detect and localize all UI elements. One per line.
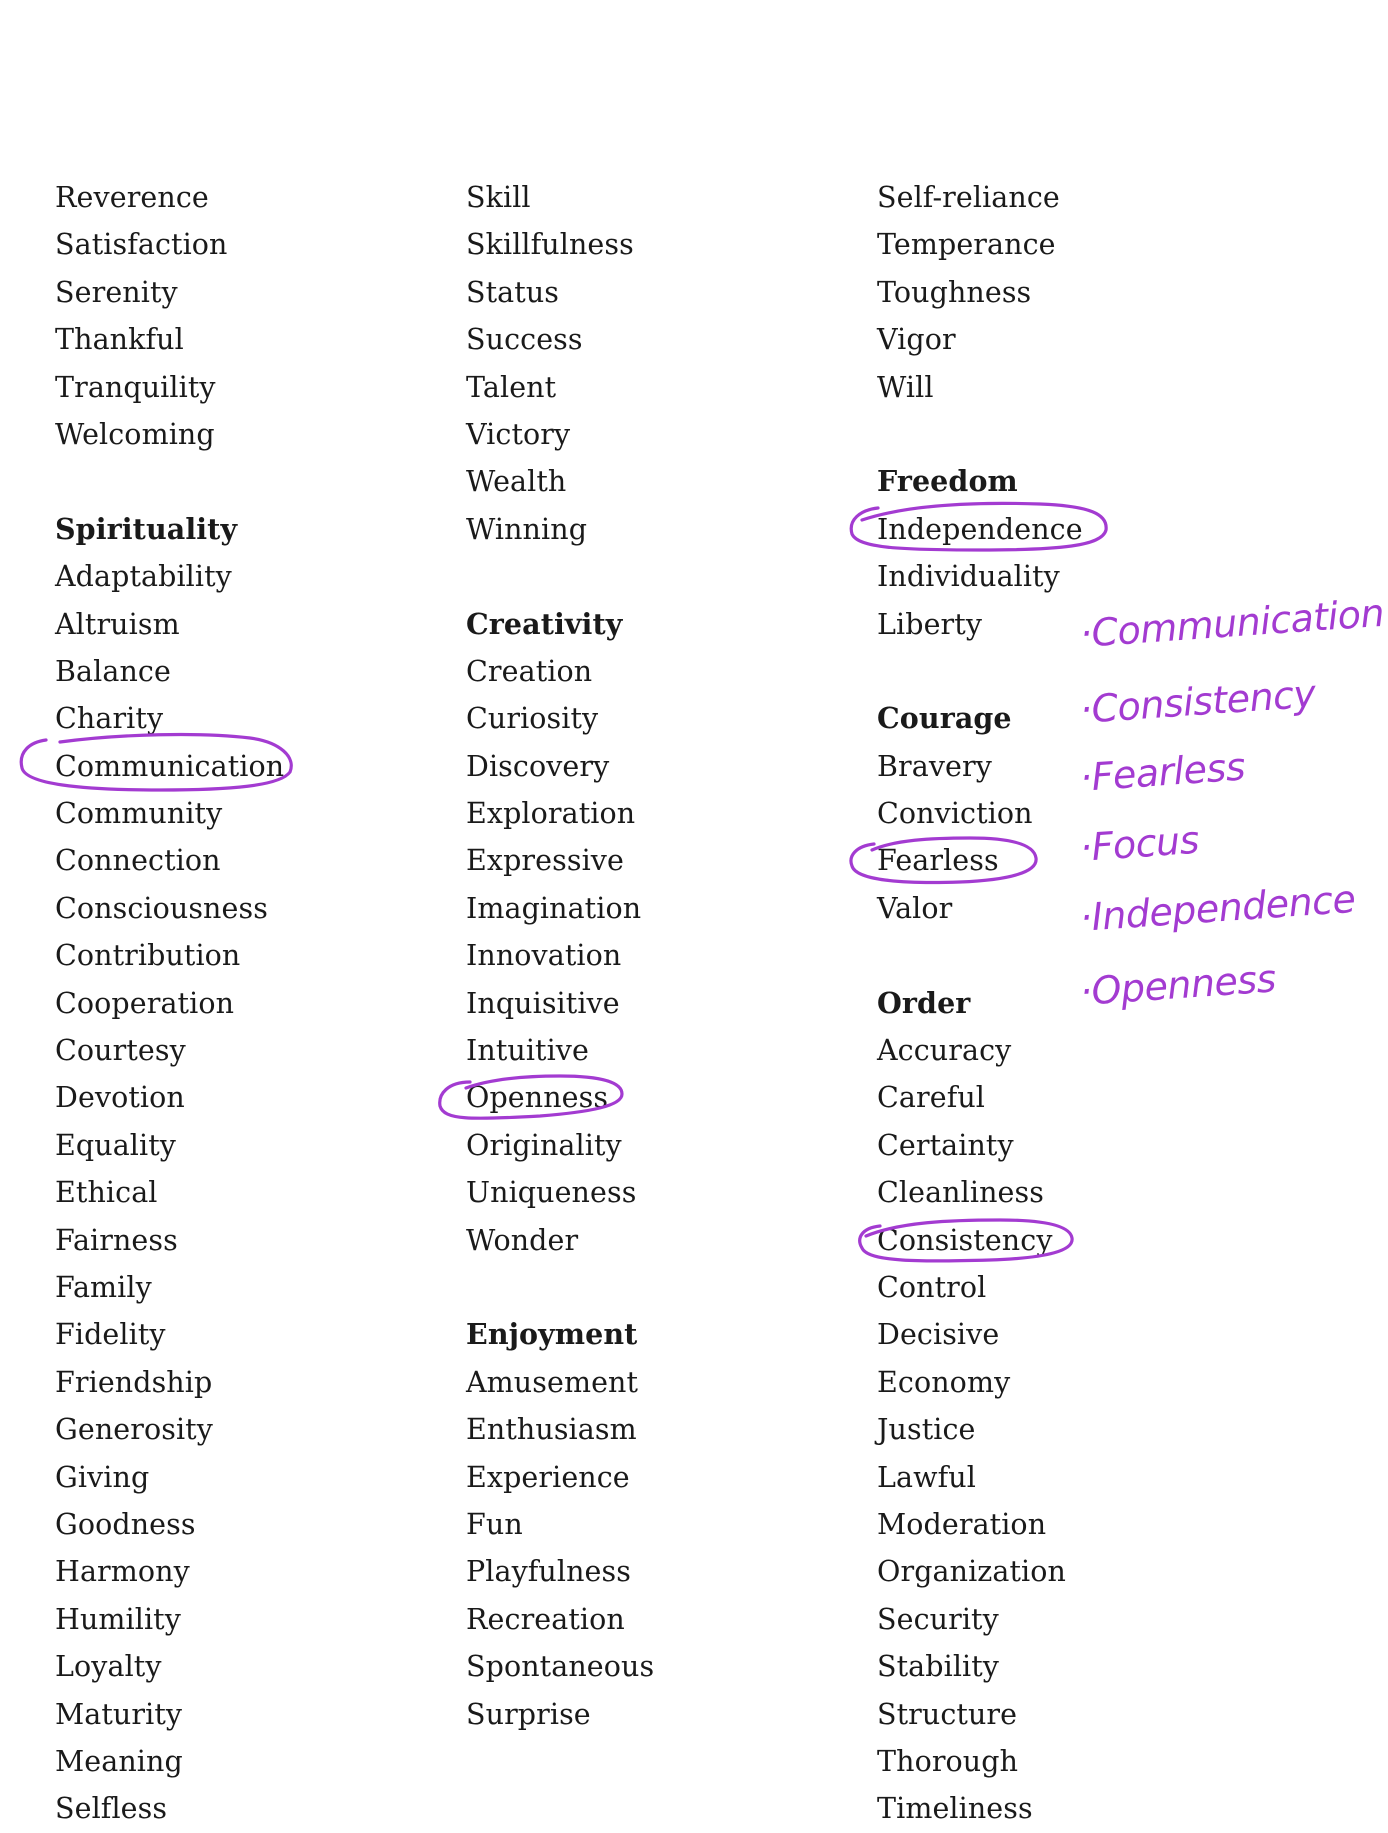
value-item: Courtesy [55,1034,186,1068]
value-item: Intuitive [466,1034,589,1068]
values-column-2 [466,174,846,1738]
value-item: Uniqueness [466,1176,637,1210]
handwritten-note: ·Consistency [1078,671,1317,732]
value-item: Altruism [55,607,180,641]
value-item: Adaptability [55,560,232,594]
blank-line [877,648,1257,695]
value-item: Careful [877,1081,986,1115]
value-item: Goodness [55,1507,196,1541]
value-item: Discovery [466,749,610,783]
value-item: Humility [55,1602,181,1636]
blank-line [55,458,435,505]
value-item: Control [877,1270,987,1304]
value-item: Originality [466,1128,622,1162]
value-item: Timeliness [877,1792,1033,1826]
value-item: Fidelity [55,1318,166,1352]
section-heading: Spirituality [55,511,238,546]
value-item: Will [877,370,934,404]
value-item: Community [55,797,223,831]
handwritten-note: ·Focus [1078,817,1201,870]
value-item: Individuality [877,560,1060,594]
value-item: Satisfaction [55,228,228,262]
value-item: Temperance [877,228,1056,262]
value-item: Talent [466,370,557,404]
value-item: Family [55,1270,152,1304]
value-item: Amusement [466,1365,639,1399]
value-item: Welcoming [55,417,215,451]
value-item: Moderation [877,1507,1047,1541]
value-item: Devotion [55,1081,185,1115]
blank-line [877,932,1257,979]
value-item: Liberty [877,607,983,641]
value-item: Justice [877,1413,976,1447]
value-item-circled: Consistency [877,1223,1053,1257]
section-heading: Creativity [466,606,623,641]
value-item: Bravery [877,749,992,783]
value-item: Organization [877,1555,1066,1589]
value-item: Curiosity [466,702,599,736]
value-item: Security [877,1602,999,1636]
blank-line [466,1264,846,1311]
value-item: Fairness [55,1223,178,1257]
value-item: Meaning [55,1744,183,1778]
value-item: Cleanliness [877,1176,1044,1210]
handwritten-note: ·Fearless [1078,744,1247,800]
value-item: Economy [877,1365,1011,1399]
value-item: Stability [877,1650,1000,1684]
value-item: Friendship [55,1365,213,1399]
section-heading: Freedom [877,464,1018,499]
handwritten-note: ·Communication [1078,590,1386,656]
value-item: Balance [55,654,171,688]
section-heading: Courage [877,701,1012,736]
value-item: Recreation [466,1602,625,1636]
value-item-circled: Fearless [877,844,999,878]
value-item: Winning [466,512,588,546]
value-item: Experience [466,1460,630,1494]
value-item: Inquisitive [466,986,620,1020]
value-item: Spontaneous [466,1650,655,1684]
value-item: Surprise [466,1697,591,1731]
value-item: Fun [466,1507,523,1541]
value-item: Decisive [877,1318,1000,1352]
value-item: Ethical [55,1176,158,1210]
value-item-circled: Openness [466,1081,609,1115]
value-item: Success [466,323,583,357]
value-item: Exploration [466,797,636,831]
values-column-3 [877,174,1257,1833]
blank-line [466,553,846,600]
value-item: Victory [466,417,571,451]
value-item: Imagination [466,891,642,925]
value-item: Cooperation [55,986,235,1020]
section-heading: Order [877,985,971,1020]
value-item-circled: Communication [55,749,285,783]
value-item: Equality [55,1128,176,1162]
value-item: Creation [466,654,593,688]
value-item: Vigor [877,323,956,357]
value-item: Selfless [55,1792,168,1826]
value-item: Loyalty [55,1650,162,1684]
value-item: Contribution [55,939,241,973]
value-item: Expressive [466,844,624,878]
value-item: Consciousness [55,891,268,925]
value-item: Tranquility [55,370,216,404]
value-item: Wealth [466,465,567,499]
value-item: Skill [466,181,531,214]
value-item: Charity [55,702,164,736]
value-item: Structure [877,1697,1018,1731]
value-item: Connection [55,844,221,878]
values-column-1 [55,174,435,1833]
value-item: Valor [877,891,953,925]
value-item: Maturity [55,1697,183,1731]
value-item: Thorough [877,1744,1019,1778]
value-item: Generosity [55,1413,213,1447]
value-item: Skillfulness [466,228,634,262]
value-item: Harmony [55,1555,190,1589]
blank-line [877,411,1257,458]
value-item: Giving [55,1460,150,1494]
value-item: Conviction [877,797,1033,831]
value-item: Certainty [877,1128,1014,1162]
value-item: Lawful [877,1460,976,1494]
value-item: Enthusiasm [466,1413,637,1447]
value-item: Playfulness [466,1555,631,1589]
value-item: Reverence [55,181,209,214]
value-item: Thankful [55,323,184,357]
value-item: Self-reliance [877,181,1060,214]
value-item: Wonder [466,1223,579,1257]
value-item: Status [466,275,560,309]
handwritten-note: ·Openness [1078,956,1278,1014]
section-heading: Enjoyment [466,1317,638,1352]
value-item: Accuracy [877,1034,1012,1068]
value-item: Innovation [466,939,622,973]
value-item: Serenity [55,275,178,309]
value-item: Toughness [877,275,1032,309]
handwritten-note: ·Independence [1078,876,1357,940]
value-item-circled: Independence [877,512,1083,546]
